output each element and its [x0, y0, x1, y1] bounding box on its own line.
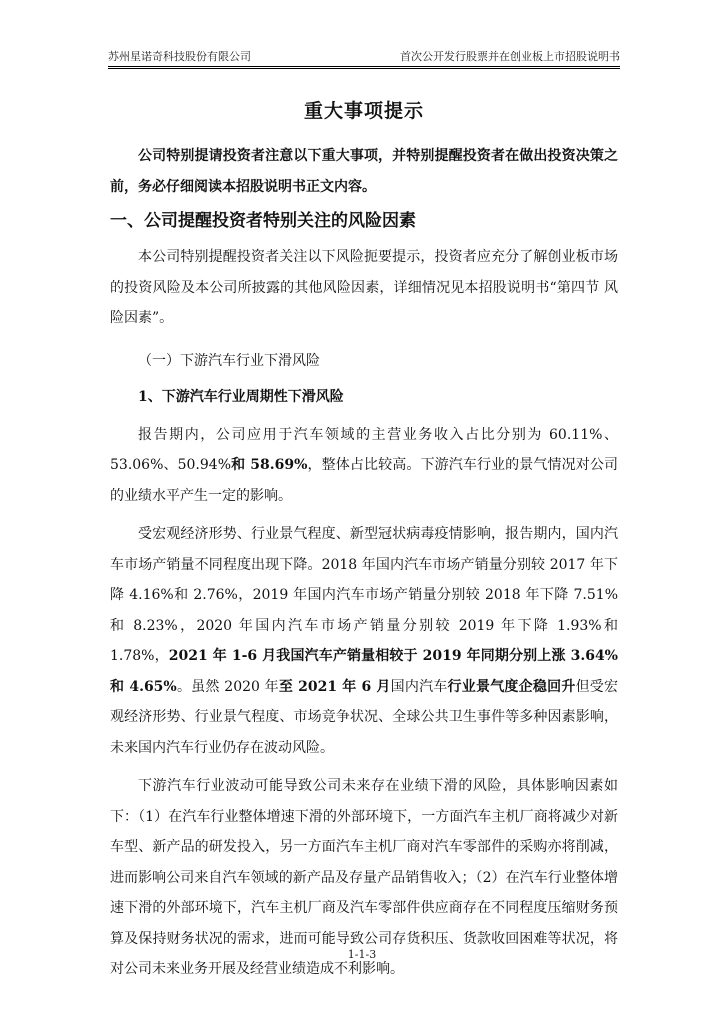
- revenue-share-paragraph: [110, 420, 618, 512]
- market-text-b: 2021 年 1-6 月我国汽车产销量相较于 2019 年同期分别上涨 3.64%和 4.65%: [110, 648, 618, 695]
- impact-paragraph: 下游汽车行业波动可能导致公司未来存在业绩下滑的风险，具体影响因素如下：（1）在汽车行业整体增速下滑的外部环境下，一方面汽车主机厂商将减少对新车型、新产品的研发投入，另一方面汽车主机厂商对汽车零部件的采购亦将削减，进而影响公司来自汽车领域的新产品及存量产品销售收入；（2）在汽车行业整体增速下滑的外部环境下，汽车主机厂商及汽车零部件供应商存在不同程度压缩财务预算及保持财务状况的需求，进而可能导致公司存货积压、货款收回困难等状况，将对公司未来业务开展及经营业绩造成不利影响。: [110, 778, 618, 977]
- header-rule: [108, 66, 620, 67]
- revenue-text-a: 报告期内，公司应用于汽车领域的主营业务收入占比分别为 60.11%、53.06%、50.94%: [110, 426, 618, 473]
- section-intro-paragraph: 本公司特别提醒投资者关注以下风险扼要提示，投资者应充分了解创业板市场的投资风险及本公司所披露的其他风险因素，详细情况见本招股说明书“第四节 风险因素”。: [110, 249, 618, 326]
- main-content: [110, 96, 618, 985]
- market-text-e: 国内汽车: [390, 678, 448, 695]
- page-number: 1-1-3: [347, 948, 377, 961]
- header-doc-title: 首次公开发行股票并在创业板上市招股说明书: [400, 50, 620, 63]
- intro-paragraph: 公司特别提请投资者注意以下重大事项，并特别提醒投资者在做出投资决策之前，务必仔细阅读本招股说明书正文内容。: [110, 148, 618, 195]
- market-text-c: 。虽然 2020 年: [176, 678, 279, 695]
- subsection-heading: （一）下游汽车行业下滑风险: [138, 352, 320, 369]
- market-text-a: 受宏观经济形势、行业景气程度、新型冠状病毒疫情影响，报告期内，国内汽车市场产销量不同程度出现下降。2018 年国内汽车市场产销量分别较 2017 年下降 4.16%和 2.76%，2019 年国内汽车市场产销量分别较 2018 年下降 7.51%和 8.23%，2020 年国内汽车市场产销量分别较 2019 年下降 1.93%和 1.78%，: [110, 526, 618, 664]
- market-text-f: 行业景气度企稳回升: [447, 678, 576, 695]
- market-paragraph: [110, 519, 618, 763]
- market-text-g: 但受宏观经济形势、行业景气程度、市场竞争状况、全球公共卫生事件等多种因素影响，未来国内汽车行业仍存在波动风险。: [110, 678, 619, 756]
- header-company: 苏州星诺奇科技股份有限公司: [108, 50, 251, 63]
- revenue-text-b: 和 58.69%: [231, 457, 308, 473]
- revenue-text-c: ，整体占比较高。下游汽车行业的景气情况对公司的业绩水平产生一定的影响。: [110, 457, 619, 504]
- sub-subsection-heading: 1、下游汽车行业周期性下滑风险: [138, 388, 344, 405]
- market-text-d: 至 2021 年 6 月: [278, 678, 391, 695]
- header-rule-2: [108, 68, 620, 69]
- page-header: [108, 48, 620, 64]
- page-title: 重大事项提示: [303, 100, 424, 122]
- section-heading: 一、公司提醒投资者特别关注的风险因素: [110, 211, 416, 231]
